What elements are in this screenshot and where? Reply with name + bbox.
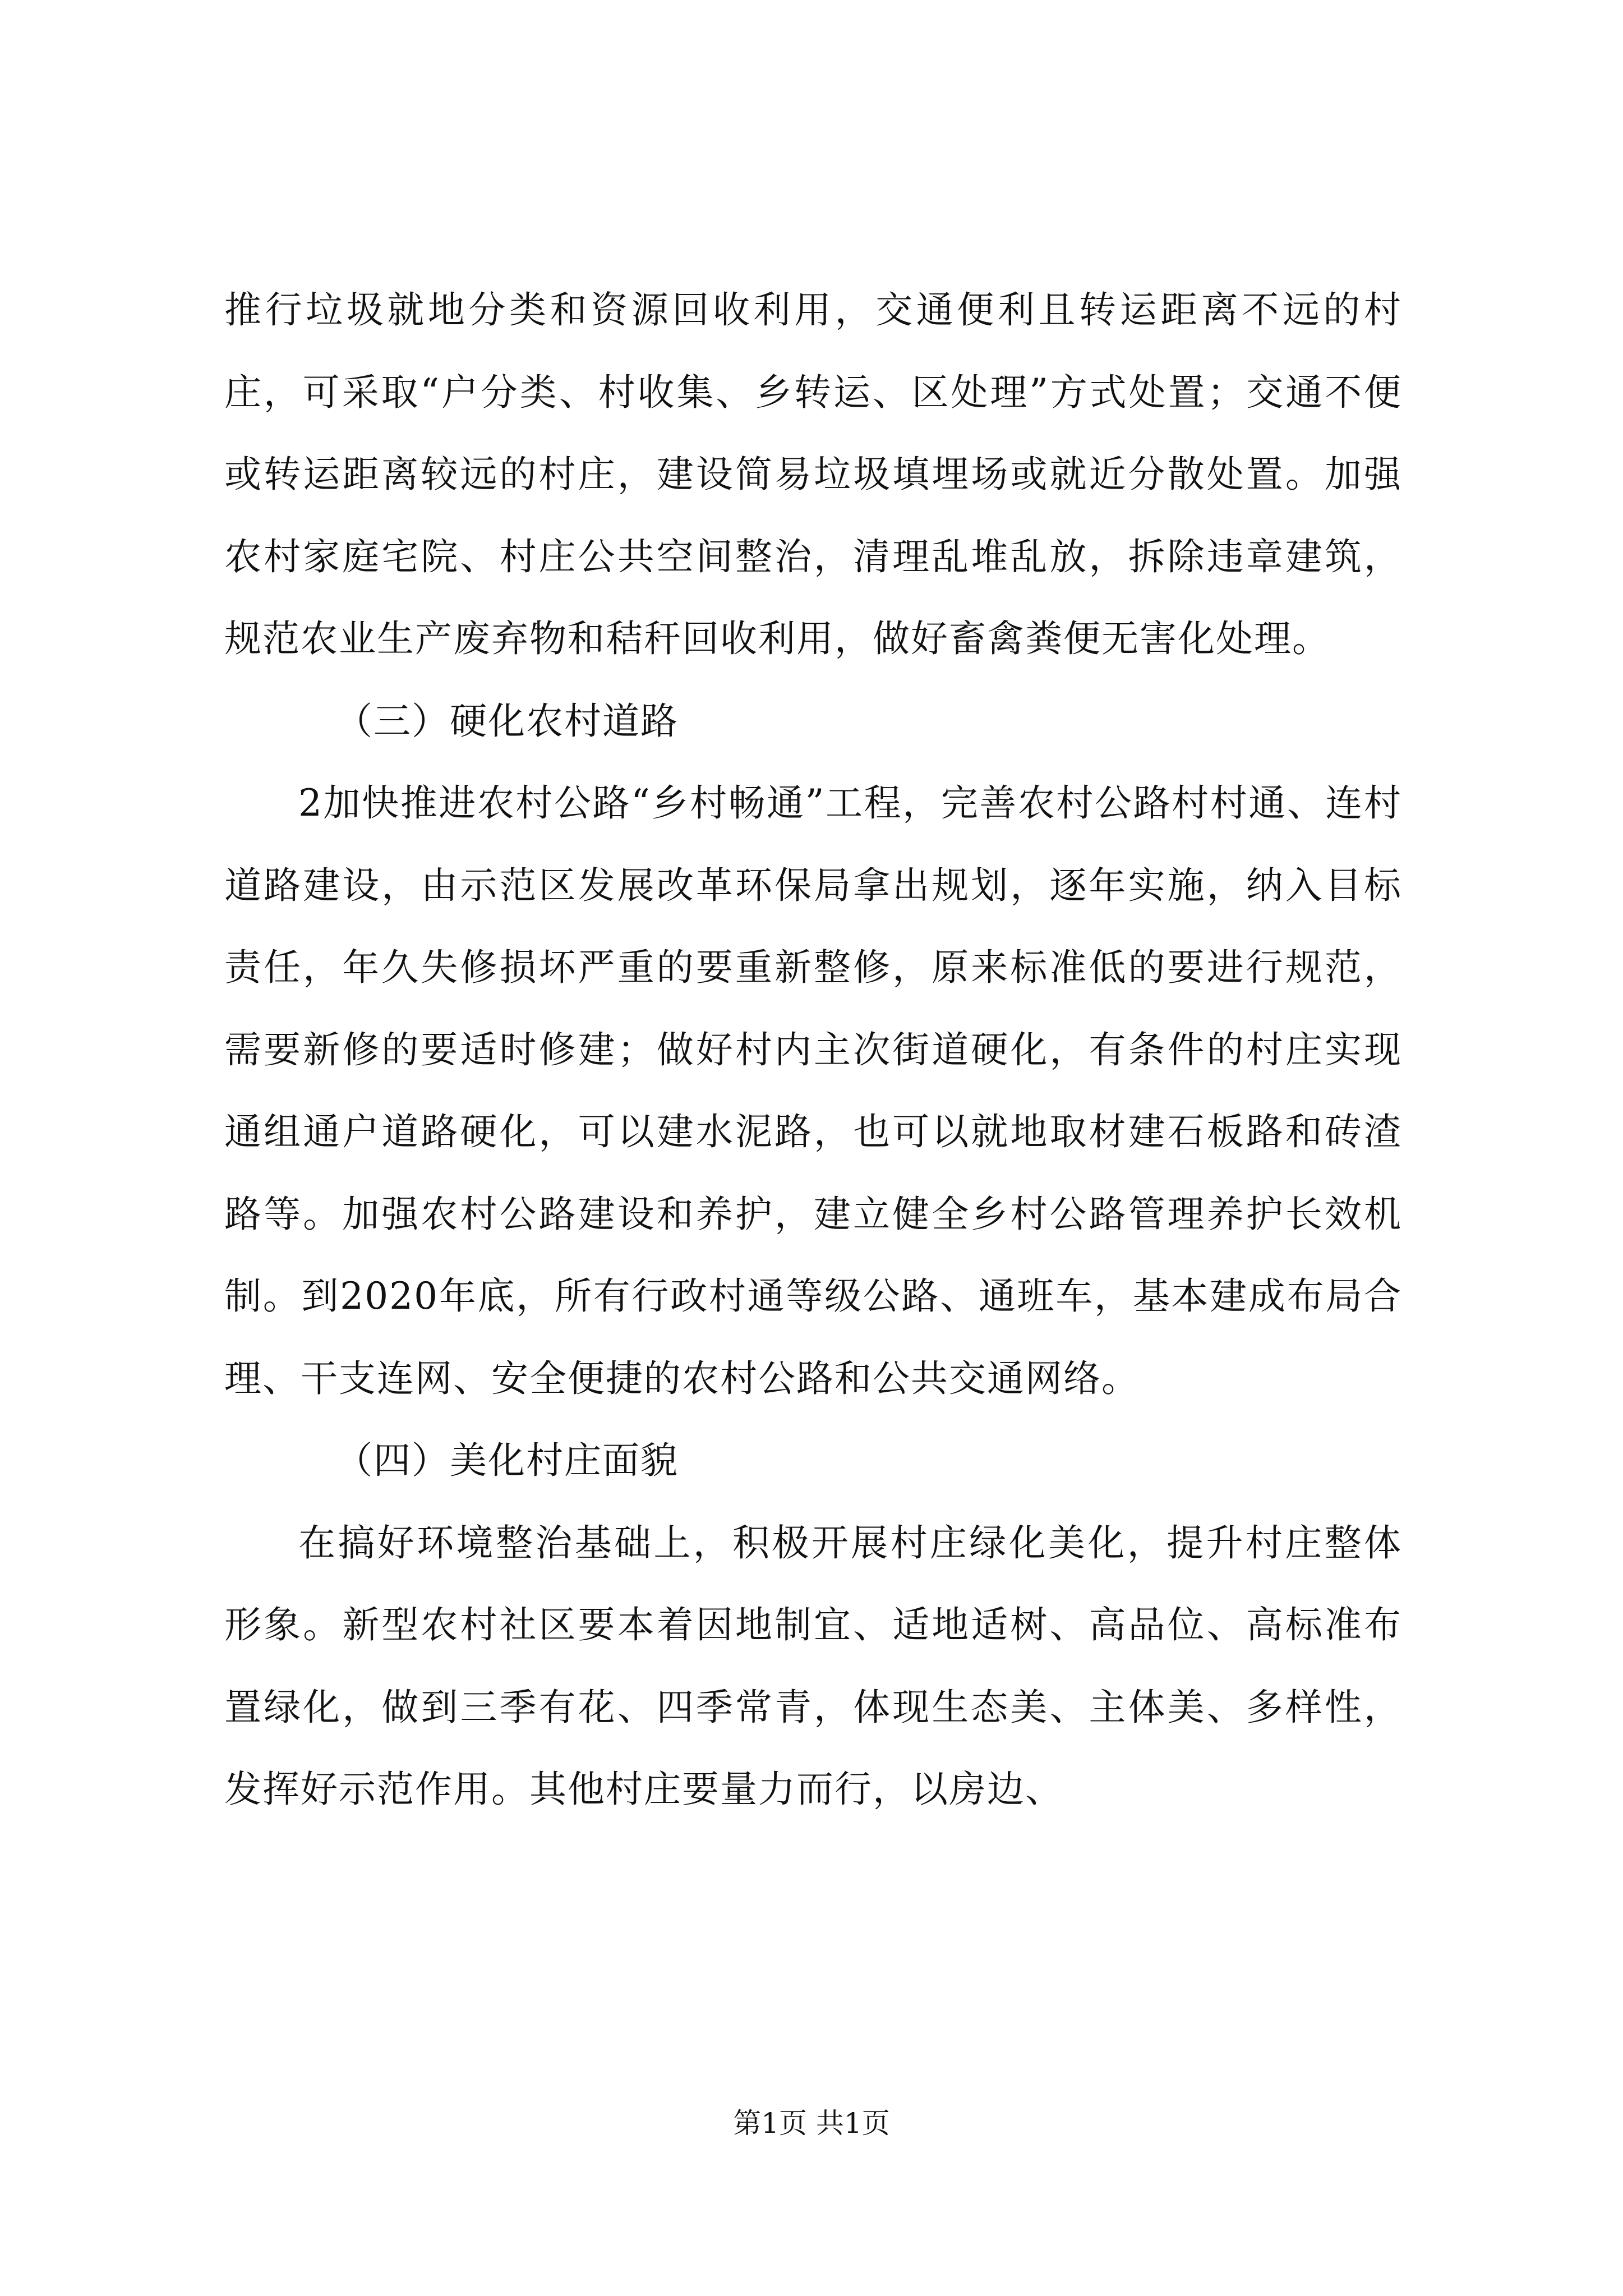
document-body: [224, 269, 1402, 1831]
paragraph-roads: 2加快推进农村公路“乡村畅通”工程，完善农村公路村村通、连村道路建设，由示范区发展改革环保局拿出规划，逐年实施，纳入目标责任，年久失修损坏严重的要重新整修，原来标准低的要进行规范，需要新修的要适时修建；做好村内主次街道硬化，有条件的村庄实现通组通户道路硬化，可以建水泥路，也可以就地取材建石板路和砖渣路等。加强农村公路建设和养护，建立健全乡村公路管理养护长效机制。到2020年底，所有行政村通等级公路、通班车，基本建成布局合理、干支连网、安全便捷的农村公路和公共交通网络。: [224, 781, 1402, 1400]
section-heading-3: （三）硬化农村道路: [335, 699, 679, 743]
paragraph-beautify: 在搞好环境整治基础上，积极开展村庄绿化美化，提升村庄整体形象。新型农村社区要本着因地制宜、适地适树、高品位、高标准布置绿化，做到三季有花、四季常青，体现生态美、主体美、多样性，发挥好示范作用。其他村庄要量力而行，以房边、: [224, 1521, 1402, 1811]
paragraph-continued: 推行垃圾就地分类和资源回收利用，交通便利且转运距离不远的村庄，可采取“户分类、村收集、乡转运、区处理”方式处置；交通不便或转运距离较远的村庄，建设简易垃圾填埋场或就近分散处置。加强农村家庭宅院、村庄公共空间整治，清理乱堆乱放，拆除违章建筑，规范农业生产废弃物和秸秆回收利用，做好畜禽粪便无害化处理。: [224, 288, 1402, 660]
section-heading-4: （四）美化村庄面貌: [335, 1439, 679, 1482]
page-number-footer: 第1页 共1页: [733, 2107, 890, 2139]
